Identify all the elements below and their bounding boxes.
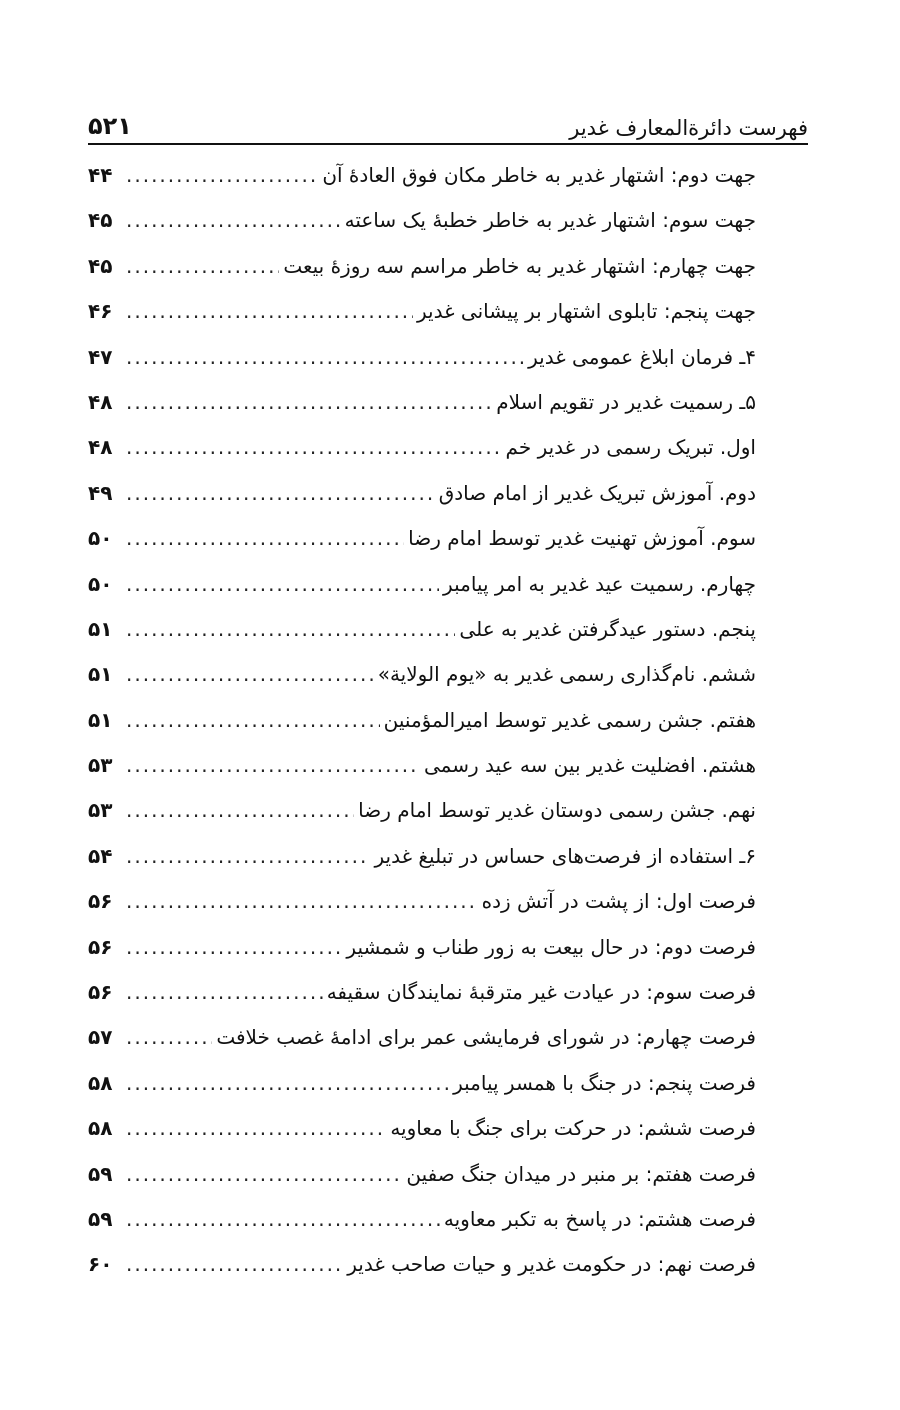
toc-entry-title: ۵ـ رسمیت غدیر در تقویم اسلام [496,389,756,414]
toc-entry-page: ۴۵ [88,208,113,233]
toc-entry-title: فرصت ششم: در حرکت برای جنگ با معاویه [390,1116,756,1141]
toc-entry-page: ۴۵ [88,253,113,278]
toc-entry-title: هشتم. افضلیت غدیر بین سه عید رسمی [424,753,756,778]
toc-entry-page: ۵۶ [88,980,113,1005]
toc-entry-page: ۴۴ [88,163,113,187]
dot-leader [126,980,323,1004]
header-title: فهرست دائرةالمعارف غدیر [569,116,808,140]
toc-entry [88,163,756,208]
dot-leader [126,708,380,732]
toc-entry-title: جهت سوم: اشتهار غدیر به خاطر خطبۀ یک ساعته [344,208,756,233]
toc-entry [88,390,756,435]
toc-entry [88,1162,756,1207]
dot-leader [126,1071,449,1095]
toc-entry [88,935,756,980]
toc-entry-page: ۵۱ [88,707,113,732]
dot-leader [126,163,318,187]
toc-entry [88,254,756,299]
toc-entry-page: ۵۸ [88,1116,113,1141]
dot-leader [126,798,354,822]
dot-leader [126,753,420,777]
toc-entry [88,889,756,934]
header-page-number: ۵۲۱ [88,112,132,140]
dot-leader [126,1162,402,1186]
toc-entry-page: ۵۹ [88,1206,113,1231]
dot-leader [126,844,370,868]
toc-entry-page: ۴۹ [88,480,113,505]
toc-entry-page: ۵۶ [88,934,113,959]
toc-entry-title: فرصت پنجم: در جنگ با همسر پیامبر [453,1070,756,1095]
toc-entry-page: ۵۷ [88,1025,113,1050]
toc-entry-title: جهت دوم: اشتهار غدیر به خاطر مکان فوق العادۀ آن [322,163,756,187]
toc-entry [88,435,756,480]
toc-entry-page: ۵۱ [88,616,113,641]
toc-entry-page: ۵۰ [88,526,113,551]
toc-entry [88,708,756,753]
toc-entry-page: ۴۶ [88,299,113,324]
toc-entry-page: ۵۳ [88,753,113,778]
toc-entry-title: فرصت هشتم: در پاسخ به تکبر معاویه [443,1206,756,1231]
toc-entry-page: ۵۹ [88,1161,113,1186]
running-header [88,96,808,140]
toc-entry [88,345,756,390]
toc-entry-title: جهت پنجم: تابلوی اشتهار بر پیشانی غدیر [416,299,756,324]
dot-leader [126,1116,386,1140]
toc-entry [88,798,756,843]
toc-entry-page: ۴۸ [88,435,113,460]
toc-entry [88,299,756,344]
toc-entry-page: ۵۱ [88,662,113,687]
toc-entry-title: نهم. جشن رسمی دوستان غدیر توسط امام رضا [358,798,756,823]
toc-entry [88,1207,756,1252]
dot-leader [126,435,502,459]
toc-entry-page: ۵۰ [88,571,113,596]
toc-entry-title: هفتم. جشن رسمی غدیر توسط امیرالمؤمنین [383,707,756,732]
toc-entry-page: ۵۴ [88,843,113,868]
toc-entry-title: چهارم. رسمیت عید غدیر به امر پیامبر [443,571,756,596]
toc-entry-title: ۶ـ استفاده از فرصت‌های حساس در تبلیغ غدیر [374,843,756,868]
toc-entry-title: ۴ـ فرمان ابلاغ عمومی غدیر [528,344,756,369]
dot-leader [126,572,439,596]
toc-entry-title: فرصت سوم: در عیادت غیر مترقبۀ نمایندگان سقیفه [326,980,756,1005]
dot-leader [126,254,279,278]
toc-entry [88,1252,756,1297]
dot-leader [126,345,524,369]
toc-entry-title: اول. تبریک رسمی در غدیر خم [505,435,756,460]
toc-entry [88,662,756,707]
toc-entry-page: ۶۰ [88,1252,113,1277]
toc-entry-title: پنجم. دستور عیدگرفتن غدیر به علی [459,616,756,641]
toc-entry-title: فرصت نهم: در حکومت غدیر و حیات صاحب غدیر [347,1252,756,1277]
toc-entry-title: فرصت دوم: در حال بیعت به زور طناب و شمشیر [346,934,756,959]
dot-leader [126,208,341,232]
toc-entry [88,526,756,571]
toc-entry [88,481,756,526]
dot-leader [126,935,342,959]
dot-leader [126,299,413,323]
dot-leader [126,617,455,641]
toc-entry [88,844,756,889]
toc-entry-title: فرصت اول: از پشت در آتش زده [481,889,756,914]
toc-entry-page: ۴۷ [88,344,113,369]
toc-entry [88,572,756,617]
toc-entry-page: ۴۸ [88,389,113,414]
toc-entry [88,1116,756,1161]
dot-leader [126,481,435,505]
dot-leader [126,1025,212,1049]
toc-entry [88,208,756,253]
toc-entry-title: جهت چهارم: اشتهار غدیر به خاطر مراسم سه روزۀ بیعت [283,253,756,278]
toc-entry-page: ۵۶ [88,889,113,914]
toc-entry-title: فرصت چهارم: در شورای فرمایشی عمر برای ادامۀ غصب خلافت [216,1025,756,1050]
toc-entry-page: ۵۸ [88,1070,113,1095]
dot-leader [126,526,404,550]
table-of-contents [88,163,756,1298]
dot-leader [126,662,374,686]
toc-entry-title: ششم. نام‌گذاری رسمی غدیر به «یوم الولایة» [377,662,756,687]
toc-entry [88,617,756,662]
header-rule [88,143,808,145]
toc-entry [88,753,756,798]
dot-leader [126,390,492,414]
toc-entry [88,1025,756,1070]
toc-entry-title: فرصت هفتم: بر منبر در میدان جنگ صفین [406,1161,756,1186]
toc-entry [88,1071,756,1116]
dot-leader [126,889,478,913]
dot-leader [126,1252,343,1276]
toc-entry [88,980,756,1025]
toc-entry-title: سوم. آموزش تهنیت غدیر توسط امام رضا [408,526,756,551]
dot-leader [126,1207,440,1231]
toc-entry-title: دوم. آموزش تبریک غدیر از امام صادق [438,480,756,505]
toc-entry-page: ۵۳ [88,798,113,823]
